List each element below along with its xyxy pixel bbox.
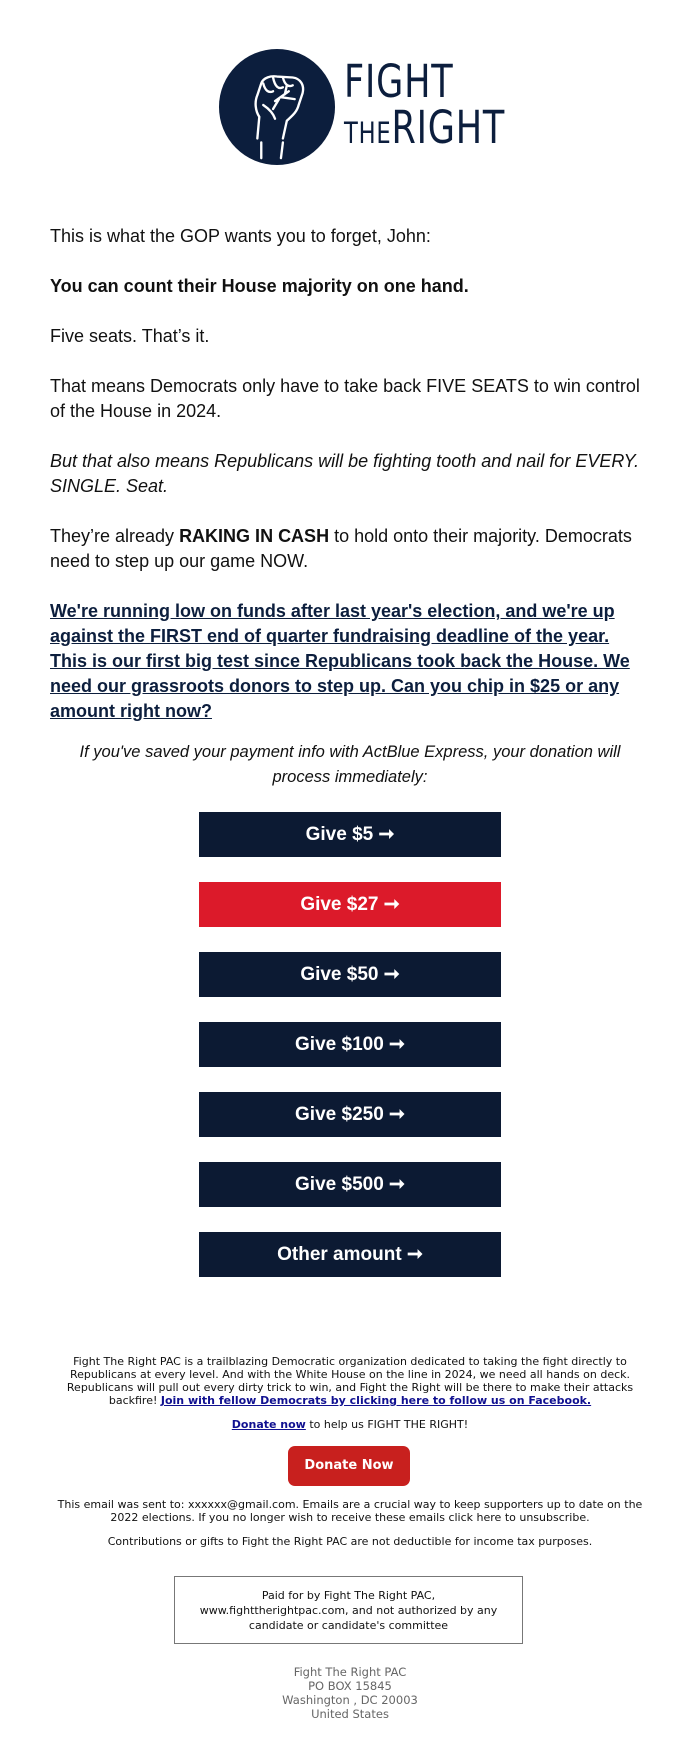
donate-now-button[interactable]: Donate Now — [288, 1446, 410, 1486]
email-body — [50, 224, 650, 749]
footer-about — [50, 1355, 650, 1407]
address-line-pobox: PO BOX 15845 — [308, 1679, 392, 1693]
actblue-express-note: If you've saved your payment info with ActBlue Express, your donation will process immediately: — [79, 743, 621, 786]
raised-fist-logo-icon — [218, 48, 336, 166]
footer-sent-to: This email was sent to: xxxxxx@gmail.com. Emails are a crucial way to keep supporters up to date on the 2022 elections. If you no longer wish to receive these emails click here to unsubscribe. — [57, 1498, 643, 1524]
footer-tax-disclaimer: Contributions or gifts to Fight the Right PAC are not deductible for income tax purposes. — [107, 1535, 593, 1548]
raking-paragraph — [50, 524, 650, 574]
give-100-button[interactable]: Give $100 ➞ — [199, 1022, 501, 1067]
donate-now-link[interactable]: Donate now — [231, 1418, 306, 1431]
donation-button-list — [199, 812, 501, 1302]
five-seats-paragraph: Five seats. That’s it. — [50, 326, 210, 346]
raking-text-post: to hold onto their majority. Democrats need to step up our game NOW. — [50, 526, 632, 571]
footer-donate-line — [50, 1418, 650, 1431]
give-50-button[interactable]: Give $50 ➞ — [199, 952, 501, 997]
mailing-address — [200, 1665, 500, 1721]
give-500-button[interactable]: Give $500 ➞ — [199, 1162, 501, 1207]
paid-for-text: Paid for by Fight The Right PAC, www.fighttherightpac.com, and not authorized by any candidate or candidate's committee — [199, 1589, 498, 1632]
raking-text-pre: They’re already — [50, 526, 180, 546]
facebook-follow-link[interactable]: Join with fellow Democrats by clicking here to follow us on Facebook. — [160, 1394, 592, 1407]
logo-word-the: THE — [344, 115, 392, 150]
logo-wordmark — [344, 54, 551, 156]
address-line-city: Washington , DC 20003 — [282, 1693, 418, 1707]
ask-text-post: end of quarter fundraising deadline of the year. This is our first big test since Republicans took back the House. We need our grassroots donors to step up. Can you chip in $25 or any amount right now? — [50, 626, 630, 721]
greeting-paragraph: This is what the GOP wants you to forget, John: — [50, 226, 431, 246]
raking-text-bold: RAKING IN CASH — [179, 526, 330, 546]
means-paragraph: That means Democrats only have to take back FIVE SEATS to win control of the House in 2024. — [50, 376, 640, 421]
give-other-amount-button[interactable]: Other amount ➞ — [199, 1232, 501, 1277]
give-5-button[interactable]: Give $5 ➞ — [199, 812, 501, 857]
majority-paragraph — [50, 274, 650, 299]
logo-word-fight: FIGHT — [344, 54, 454, 108]
donation-ask-link[interactable] — [50, 601, 630, 721]
fighting-paragraph — [50, 449, 650, 499]
ask-paragraph — [50, 599, 650, 724]
footer-about-text: Fight The Right PAC is a trailblazing Democratic organization dedicated to taking the fight directly to Republicans at every level. And with the White House on the line in 2024, we need all hands on deck. Republicans will pull out every dirty trick to win, and Fight the Right will be there to make their attacks backfire! — [66, 1355, 634, 1407]
give-27-button[interactable]: Give $27 ➞ — [199, 882, 501, 927]
majority-text: You can count their House majority on one hand. — [50, 276, 469, 296]
address-line-org: Fight The Right PAC — [293, 1665, 407, 1679]
paid-for-disclaimer-box — [174, 1576, 523, 1644]
donate-now-tail: to help us FIGHT THE RIGHT! — [305, 1418, 469, 1431]
ask-text-first: FIRST — [150, 626, 203, 646]
logo-word-the-right — [344, 100, 506, 156]
ask-text-pre: We're running low on funds after last year's election, and we're up against the — [50, 601, 615, 646]
logo-word-right: RIGHT — [391, 100, 506, 154]
fighting-text: But that also means Republicans will be fighting tooth and nail for EVERY. SINGLE. Seat. — [50, 451, 640, 496]
address-line-country: United States — [311, 1707, 389, 1721]
give-250-button[interactable]: Give $250 ➞ — [199, 1092, 501, 1137]
fight-the-right-logo — [218, 46, 506, 168]
